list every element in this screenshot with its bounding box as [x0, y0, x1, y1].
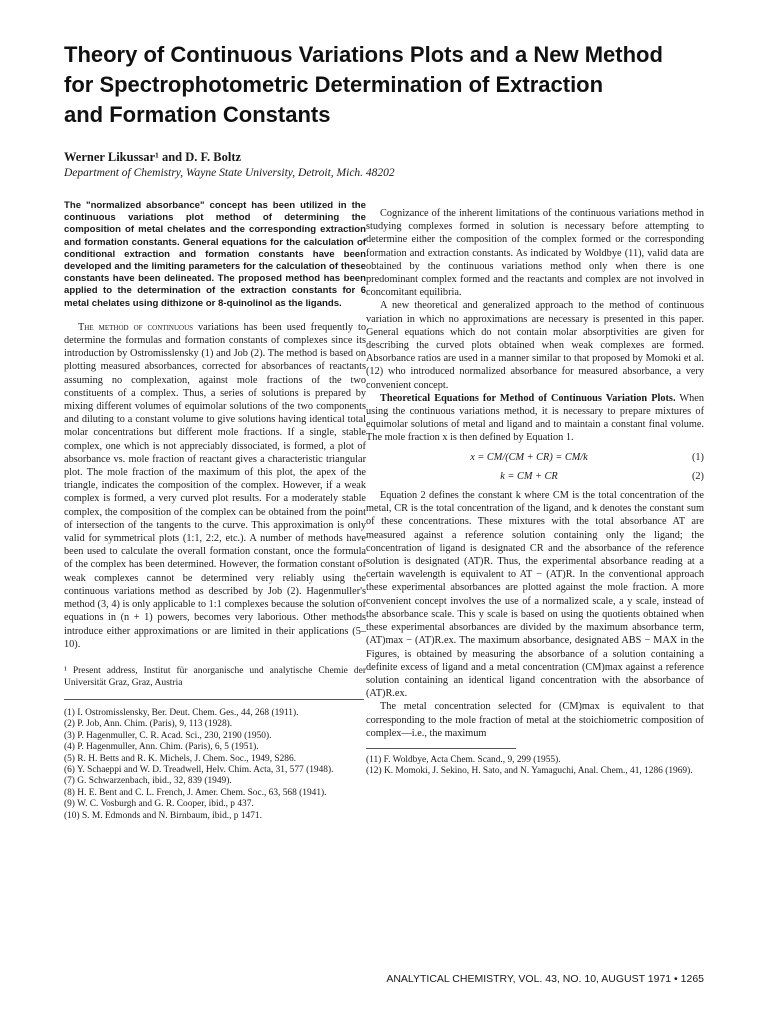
title-line-1: Theory of Continuous Variations Plots and a New Method — [64, 42, 663, 67]
reference-item: (2) P. Job, Ann. Chim. (Paris), 9, 113 (1928). — [64, 719, 233, 730]
reference-divider — [64, 699, 364, 700]
reference-item: (5) R. H. Betts and R. K. Michels, J. Chem. Soc., 1949, S286. — [64, 753, 297, 764]
reference-item: (9) W. C. Vosburgh and G. R. Cooper, ibid., p 437. — [64, 799, 254, 810]
equation-1-number: (1) — [691, 451, 704, 463]
equation-2 — [366, 470, 704, 483]
article-title — [64, 40, 724, 130]
title-line-2: for Spectrophotometric Determination of Extraction — [64, 72, 604, 97]
affiliation: Department of Chemistry, Wayne State University, Detroit, Mich. 48202 — [64, 167, 395, 179]
paragraph: A new theoretical and generalized approach to the method of continuous variation in which no approximations are necessary is presented in this paper. General equations which do not contain molar absorptivities are given for describing the curved plots obtained when weak complexes are formed. Absorbance ratios are used in a manner similar to that proposed by Momoki et al. (12) who introduced normalized absorbance for measured absorbance, a very convenient concept. — [366, 300, 704, 391]
intro-paragraph — [64, 321, 366, 651]
references-right — [366, 755, 704, 778]
reference-item: (12) K. Momoki, J. Sekino, H. Sato, and N. Yamaguchi, Anal. Chem., 41, 1286 (1969). — [366, 766, 693, 777]
paragraph: Cognizance of the inherent limitations of the continuous variations method in studying complexes formed in solution is necessary before attempting to determine either the composition of the complex formed or the corresponding formation and extraction constants. As indicated by Woldbye (11), valid data are obtained by the continuous variations method only when there is one predominant complex formed and the reactants and complex are not involved in concomitant equilibria. — [366, 208, 704, 299]
section-body: When using the continuous variations method, it is necessary to prepare mixtures of equimolar solutions of metal and ligand and to maintain a constant final volume. The mole fraction x is then defined by Equation 1. — [366, 392, 704, 444]
section-heading: Theoretical Equations for Method of Continuous Variation Plots. — [380, 392, 676, 404]
equation-1-body: x = CM/(CM + CR) = CM/k — [470, 451, 588, 463]
reference-item: (7) G. Schwarzenbach, ibid., 32, 839 (1949). — [64, 776, 232, 787]
reference-item: (4) P. Hagenmuller, Ann. Chim. (Paris), 6, 5 (1951). — [64, 742, 259, 753]
intro-body: variations has been used frequently to determine the formulas and formation constants of complexes since its introduction by Ostromisslensky (1) and Job (2). The method is based on plotting measured absorbances, corrected for absorbances of reactants assuming no complexation, against mole fractions of the two constituents of a complex. Thus, a series of solutions is prepared by mixing different volumes of equimolar solutions of the two components and diluting to a constant volume to give solutions having identical total molar concentrations but different mole fractions. If a single, stable complex, one which is not appreciably dissociated, is formed, a plot of absorbance vs. mole fraction of reactant gives a characteristic triangular plot. The mole fraction of the maximum of this plot, the apex of the triangle, indicates the composition of the complex. However, if a weak complex is formed, a very curved plot results. For a moderately stable complex, the composition of the complex can be obtained from the point of intersection of the tangents to the curve. This approximation is only valid for symmetrical plots (1:1, 2:2, etc.). A number of methods have been used to calculate the overall formation constant, once the formula of the complex has been determined. However, the formation constant of weak complexes cannot be determined very reliably using the continuous variations method as described by Job (2). Hagenmuller's method (3, 4) is only applicable to 1:1 complexes because the solution of equations in (n + 1) powers, becomes very laborious. Other methods introduce either approximations or are limited in their applications (5–10). — [64, 321, 366, 650]
reference-item: (6) Y. Schaeppi and W. D. Treadwell, Helv. Chim. Acta, 31, 577 (1948). — [64, 764, 334, 775]
paragraph: Equation 2 defines the constant k where CM is the total concentration of the metal, CR is the total concentration of the ligand, and k denotes the constant sum of these concentrations. These mixtures with the total absorbance AT are measured against a reference solution containing only the ligand; the concentration of ligand is designated CR and the absorbance of the reference solution is designated (AT)R. Thus, the experimental absorbance reading at a certain wavelength is equivalent to AT − (AT)R. In the conventional approach these experimental absorbances are plotted against the mole fraction. A more convenient concept involves the use of a normalized scale, a y scale, instead of the absorbance scale. This y scale is based on using the quotients obtained when these experimental absorbances are divided by the maximum absorbance term, (AT)max − (AT)R.ex. The maximum absorbance, designated ABS − MAX in the Figures, is obtained by measuring the absorbance of a solution containing a definite excess of ligand and a metal concentration (CM)max against a reference solution containing an identical ligand concentration with the absorbance of (AT)R.ex. — [366, 490, 704, 700]
footnote: ¹ Present address, Institut für anorganische und analytische Chemie der Universität Graz, Graz, Austria — [64, 665, 366, 688]
abstract: The "normalized absorbance" concept has been utilized in the continuous variations plot method of determining the composition of metal chelates and the corresponding extraction and formation constants. General equations for the calculation of conditional extraction and formation constants have been developed and the limiting parameters for the calculation of these constants have been delineated. The proposed method has been applied to the determination of the extraction constants for 6 metal chelates using dithizone or 8-quinolinol as the ligands. — [64, 200, 366, 309]
authors: Werner Likussar¹ and D. F. Boltz — [64, 150, 242, 164]
paragraph: The metal concentration selected for (CM)max is equivalent to that corresponding to the mole fraction of metal at the stoichiometric composition of complex—i.e., the maximum — [366, 701, 704, 739]
reference-item: (11) F. Woldbye, Acta Chem. Scand., 9, 299 (1955). — [366, 754, 561, 765]
title-line-3: and Formation Constants — [64, 102, 331, 127]
reference-item: (10) S. M. Edmonds and N. Birnbaum, ibid., p 1471. — [64, 810, 262, 821]
equation-2-number: (2) — [691, 470, 704, 482]
reference-item: (3) P. Hagenmuller, C. R. Acad. Sci., 230, 2190 (1950). — [64, 730, 272, 741]
left-column — [64, 200, 366, 822]
reference-divider-right — [366, 748, 516, 749]
equation-2-body: k = CM + CR — [500, 470, 558, 482]
journal-footer: ANALYTICAL CHEMISTRY, VOL. 43, NO. 10, AUGUST 1971 • 1265 — [386, 973, 704, 985]
right-column — [366, 207, 704, 778]
references-left — [64, 708, 366, 822]
reference-item: (1) I. Ostromisslensky, Ber. Deut. Chem. Ges., 44, 268 (1911). — [64, 707, 299, 718]
intro-lead: The method of continuous — [78, 321, 194, 333]
equation-1 — [366, 451, 704, 464]
section-paragraph — [366, 392, 704, 445]
reference-item: (8) H. E. Bent and C. L. French, J. Amer. Chem. Soc., 63, 568 (1941). — [64, 787, 327, 798]
